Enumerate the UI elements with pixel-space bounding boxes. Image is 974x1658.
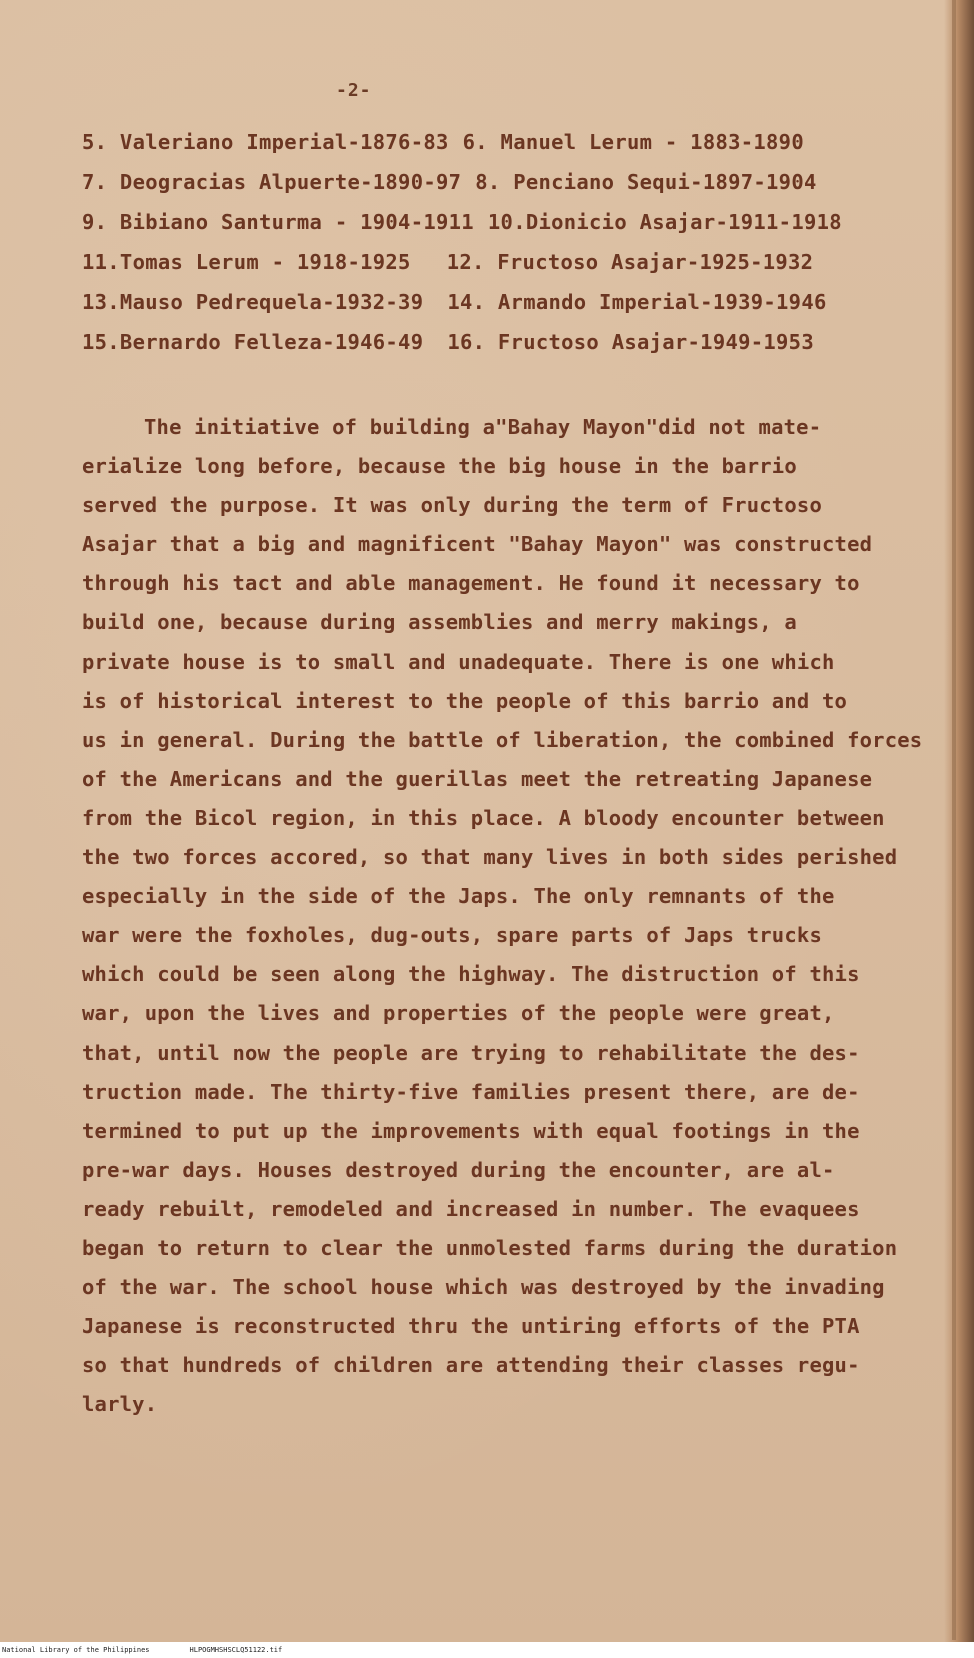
paragraph-line: ready rebuilt, remodeled and increased in number. The evaquees (82, 1196, 860, 1221)
paragraph-line: us in general. During the battle of liberation, the combined forces (82, 727, 923, 752)
paragraph-line: served the purpose. It was only during the term of Fructoso (82, 493, 822, 518)
paragraph-line: build one, because during assemblies and merry makings, a (82, 610, 797, 635)
page-edge-line (952, 0, 956, 1640)
paragraph-line: especially in the side of the Japs. The only remnants of the (82, 884, 835, 909)
paragraph-line: termined to put up the improvements with equal footings in the (82, 1118, 860, 1143)
paragraph-line: war were the foxholes, dug-outs, spare parts of Japs trucks (82, 923, 822, 948)
paragraph-line: that, until now the people are trying to rehabilitate the des- (82, 1040, 860, 1065)
paragraph-line: private house is to small and unadequate. There is one which (82, 649, 835, 674)
paragraph-line: which could be seen along the highway. The distruction of this (82, 962, 860, 987)
roster-entry: 9. Bibiano Santurma - 1904-1911 (82, 210, 474, 234)
paragraph-line: erialize long before, because the big house in the barrio (82, 454, 797, 479)
roster-entry: 15.Bernardo Felleza-1946-49 (82, 330, 424, 354)
paragraph-line: from the Bicol region, in this place. A bloody encounter between (82, 805, 885, 830)
history-paragraph (82, 408, 923, 1424)
roster-row (82, 162, 902, 202)
footer-library: National Library of the Philippines (2, 1646, 150, 1654)
paragraph-line: The initiative of building a"Bahay Mayon"did not mate- (144, 415, 822, 439)
roster-entry: 7. Deogracias Alpuerte-1890-97 (82, 170, 462, 194)
barrio-lieutenant-roster (82, 122, 902, 362)
roster-entry: 6. Manuel Lerum - 1883-1890 (462, 130, 804, 154)
roster-entry: 11.Tomas Lerum - 1918-1925 (82, 250, 411, 274)
page-edge-shadow (944, 0, 974, 1658)
paragraph-line: through his tact and able management. He found it necessary to (82, 571, 860, 596)
roster-row (82, 242, 902, 282)
paragraph-line: of the war. The school house which was destroyed by the invading (82, 1275, 885, 1300)
roster-row (82, 122, 902, 162)
footer-file-code: HLPOGMHSHSCLQ51122.tif (189, 1646, 283, 1654)
roster-entry: 5. Valeriano Imperial-1876-83 (82, 130, 449, 154)
roster-entry: 14. Armando Imperial-1939-1946 (447, 290, 827, 314)
roster-entry: 16. Fructoso Asajar-1949-1953 (447, 330, 814, 354)
paragraph-line: of the Americans and the guerillas meet the retreating Japanese (82, 766, 873, 791)
paragraph-line: is of historical interest to the people of this barrio and to (82, 688, 848, 713)
scan-footer (0, 1642, 974, 1658)
paragraph-line: larly. (82, 1392, 158, 1417)
roster-row (82, 322, 902, 362)
paragraph-line: pre-war days. Houses destroyed during the encounter, are al- (82, 1157, 835, 1182)
paragraph-line: began to return to clear the unmolested farms during the duration (82, 1235, 898, 1260)
paragraph-line: so that hundreds of children are attending their classes regu- (82, 1353, 860, 1378)
roster-entry: 13.Mauso Pedrequela-1932-39 (82, 290, 424, 314)
roster-row (82, 282, 902, 322)
roster-entry: 12. Fructoso Asajar-1925-1932 (446, 250, 814, 274)
roster-entry: 8. Penciano Sequi-1897-1904 (475, 170, 817, 194)
paragraph-line: the two forces accored, so that many lives in both sides perished (82, 845, 898, 870)
roster-row (82, 202, 902, 242)
page-number: -2- (336, 80, 372, 101)
paragraph-line: truction made. The thirty-five families present there, are de- (82, 1079, 860, 1104)
roster-entry: 10.Dionicio Asajar-1911-1918 (487, 210, 842, 234)
paragraph-line: Asajar that a big and magnificent "Bahay Mayon" was constructed (82, 532, 873, 557)
paragraph-line: Japanese is reconstructed thru the untiring efforts of the PTA (82, 1314, 860, 1339)
paragraph-line: war, upon the lives and properties of the people were great, (82, 1001, 835, 1026)
